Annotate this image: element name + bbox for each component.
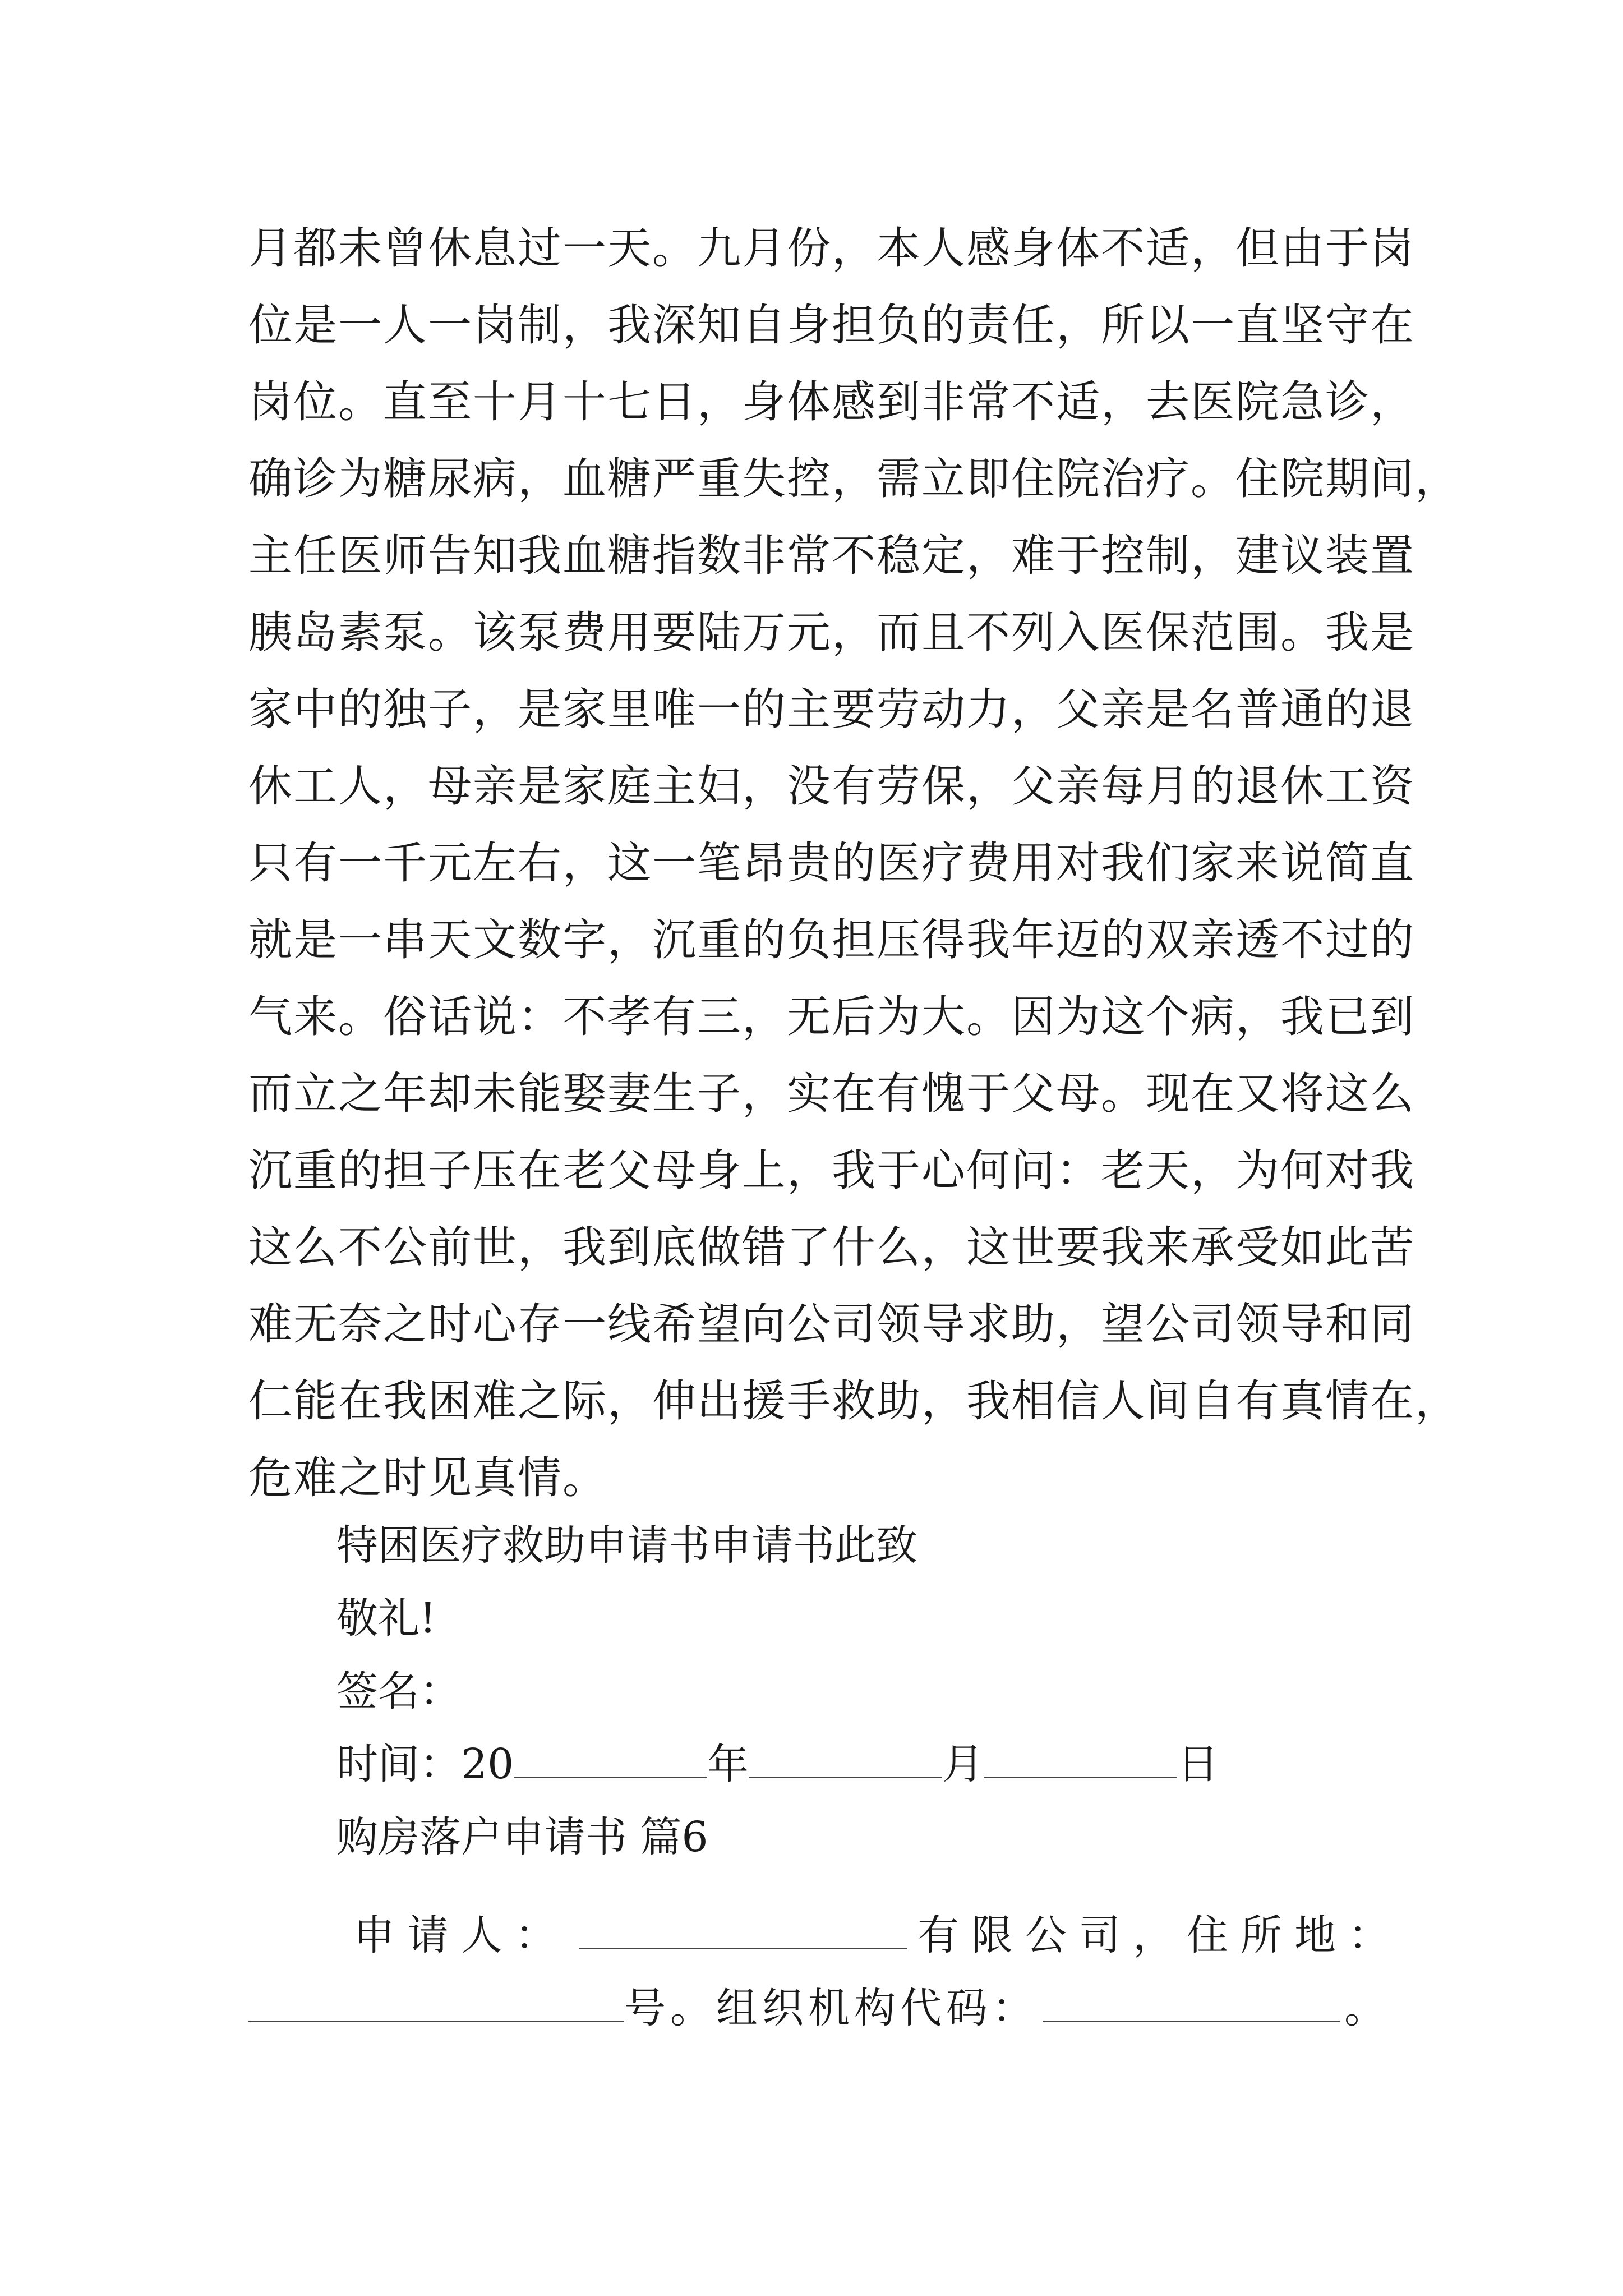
number-suffix: 号。组织机构代码： — [624, 1984, 1038, 2032]
section-title: 购房落户申请书 篇6 — [336, 1813, 708, 1861]
text-line: 家中的独子，是家里唯一的主要劳动力，父亲是名普通的退 — [248, 684, 1415, 735]
year-label: 年 — [707, 1740, 749, 1788]
applicant-line — [353, 1899, 1402, 1972]
applicant-label: 申请人： — [353, 1911, 569, 1959]
line-end: 。 — [1344, 1984, 1386, 2032]
text-line: 难无奈之时心存一线希望向公司领导求助，望公司领导和同 — [248, 1299, 1415, 1350]
text-line: 岗位。直至十月十七日，身体感到非常不适，去医院急诊， — [248, 377, 1415, 427]
text-line: 休工人，母亲是家庭主妇，没有劳保，父亲每月的退休工资 — [248, 761, 1415, 812]
date-line — [336, 1728, 1402, 1801]
year-blank — [514, 1742, 707, 1778]
month-label: 月 — [942, 1740, 984, 1788]
text-line: 危难之时见真情。 — [248, 1453, 608, 1503]
text-line: 只有一千元左右，这一笔昂贵的医疗费用对我们家来说简直 — [248, 838, 1415, 889]
text-line: 仁能在我困难之际，伸出援手救助，我相信人间自有真情在， — [248, 1376, 1460, 1427]
signature-label: 签名： — [336, 1667, 461, 1715]
text-line: 这么不公前世，我到底做错了什么，这世要我来承受如此苦 — [248, 1222, 1415, 1273]
address-line — [248, 1972, 1404, 2045]
day-label: 日 — [1177, 1740, 1219, 1788]
text-line: 主任医师告知我血糖指数非常不稳定，难于控制，建议装置 — [248, 531, 1415, 581]
salutation: 敬礼! — [336, 1594, 436, 1642]
text-line: 确诊为糖尿病，血糖严重失控，需立即住院治疗。住院期间， — [248, 454, 1460, 504]
text-line: 胰岛素泵。该泵费用要陆万元，而且不列入医保范围。我是 — [248, 608, 1415, 658]
text-line: 沉重的担子压在老父母身上，我于心何问：老天，为何对我 — [248, 1145, 1415, 1196]
company-suffix: 有限公司，住所地： — [917, 1911, 1402, 1959]
date-prefix: 时间：20 — [336, 1740, 514, 1788]
text-line: 就是一串天文数字，沉重的负担压得我年迈的双亲透不过的 — [248, 915, 1415, 965]
address-blank — [248, 1986, 624, 2022]
text-line: 位是一人一岗制，我深知自身担负的责任，所以一直坚守在 — [248, 300, 1415, 351]
day-blank — [984, 1742, 1177, 1778]
closing-block — [336, 1509, 1402, 1874]
text-line: 月都未曾休息过一天。九月份，本人感身体不适，但由于岗 — [248, 223, 1415, 274]
body-text — [248, 210, 1460, 1517]
month-blank — [749, 1742, 942, 1778]
company-name-blank — [579, 1913, 907, 1949]
text-line: 气来。俗话说：不孝有三，无后为大。因为这个病，我已到 — [248, 992, 1415, 1042]
text-line: 而立之年却未能娶妻生子，实在有愧于父母。现在又将这么 — [248, 1069, 1415, 1119]
closing-title: 特困医疗救助申请书申请书此致 — [336, 1521, 917, 1570]
org-code-blank — [1043, 1986, 1340, 2022]
